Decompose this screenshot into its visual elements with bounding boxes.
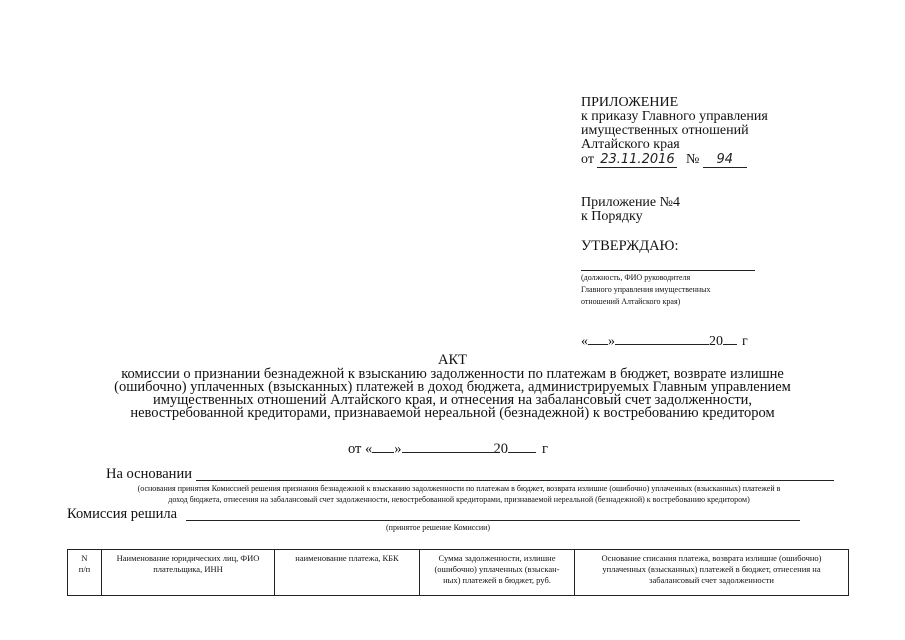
header-line-1: ПРИЛОЖЕНИЕ: [581, 95, 679, 110]
table-header-text: п/п: [78, 564, 91, 574]
table-header-cell: [420, 550, 575, 596]
header-date-value: 23.11.2016: [597, 153, 677, 168]
approval-caption-line-2: Главного управления имущественных: [581, 285, 711, 294]
header-number-value: 94: [703, 153, 747, 168]
act-year-prefix: 20: [493, 441, 509, 457]
table-header-text: (ошибочно) уплаченных (взыскан-: [434, 564, 560, 574]
act-year-suffix: г: [542, 441, 548, 457]
basis-label: На основании: [106, 466, 192, 482]
approval-year-blank: [723, 330, 737, 345]
act-line-3: имущественных отношений Алтайского края, и отнесения на забалансовый счет задолженности,: [152, 392, 753, 408]
decision-caption: (принятое решение Комиссии): [386, 523, 491, 532]
approval-date-row: [581, 330, 748, 349]
basis-caption-line-2: доход бюджета, отнесения на забалансовый счет задолженности, невостребованной кредиторами, признаваемой нереальной (безнадежной) к востребованию кредитором): [168, 495, 750, 504]
approval-signature-line: [581, 270, 755, 271]
header-line-3: имущественных отношений: [581, 123, 749, 138]
table-header-cell: [575, 550, 849, 596]
header-date-row: [581, 153, 768, 168]
act-date-close: »: [394, 441, 402, 457]
basis-caption-line-1: (основания принятия Комиссией решения признания безнадежной к взысканию задолженности по платежам в бюджет, возврата излишне (ошибочно) уплаченных (взысканных) платежей в: [137, 484, 781, 493]
table-header-row: [68, 550, 849, 596]
table-header-text: Сумма задолженности, излишне: [438, 553, 556, 563]
decision-label: Комиссия решила: [67, 506, 178, 522]
basis-caption: [67, 483, 851, 505]
table-header-text: Наименование юридических лиц, ФИО: [116, 553, 260, 563]
act-month-blank: [402, 438, 494, 453]
table-header-text: забалансовый счет задолженности: [649, 575, 774, 585]
writeoff-table: [67, 549, 849, 596]
act-title: АКТ: [438, 352, 467, 368]
act-day-blank: [372, 438, 394, 453]
decision-blank-line: [186, 520, 800, 521]
header-number-prefix: №: [685, 152, 700, 167]
table-header-text: Основание списания платежа, возврата излишне (ошибочно): [601, 553, 822, 563]
approval-month-blank: [615, 330, 709, 345]
approval-year-suffix: г: [742, 334, 748, 349]
table-header-cell: [68, 550, 102, 596]
approval-day-blank: [588, 330, 608, 345]
approval-caption-line-3: отношений Алтайского края): [581, 297, 681, 306]
header-line-2: к приказу Главного управления: [581, 109, 768, 124]
approval-caption: [581, 272, 711, 308]
act-year-blank: [508, 438, 536, 453]
approval-year-prefix: 20: [709, 334, 723, 349]
basis-blank-line: [196, 480, 834, 481]
approval-date-close: »: [608, 334, 615, 349]
appendix-line-1: Приложение №4: [581, 195, 680, 210]
appendix-line-2: к Порядку: [581, 209, 643, 224]
header-line-4: Алтайского края: [581, 137, 680, 152]
header-block: [581, 96, 768, 168]
header-date-prefix: от: [581, 152, 594, 167]
act-line-4: невостребованной кредиторами, признаваемой нереальной (безнадежной) к востребованию кредитором: [130, 405, 775, 421]
act-line-2: (ошибочно) уплаченных (взысканных) платежей в доход бюджета, администрируемых Главным управлением: [114, 379, 791, 395]
table-header-text: ных) платежей в бюджет, руб.: [443, 575, 551, 585]
approval-title: УТВЕРЖДАЮ:: [581, 238, 679, 254]
act-line-1: комиссии о признании безнадежной к взысканию задолженности по платежам в бюджет, возврате излишне: [121, 366, 784, 382]
approval-date-open: «: [581, 334, 588, 349]
approval-caption-line-1: (должность, ФИО руководителя: [581, 273, 691, 282]
act-date-prefix: от: [348, 441, 362, 457]
table-header-cell: [102, 550, 275, 596]
act-date-row: [348, 438, 548, 456]
table-header-cell: [275, 550, 420, 596]
appendix-block: [581, 196, 680, 224]
table-header-text: N: [81, 553, 88, 563]
act-date-open: «: [365, 441, 373, 457]
table-header-text: плательщика, ИНН: [153, 564, 223, 574]
table-header-text: наименование платежа, КБК: [295, 553, 399, 563]
table-header-text: уплаченных (взысканных) платежей в бюджет, отнесения на: [602, 564, 821, 574]
